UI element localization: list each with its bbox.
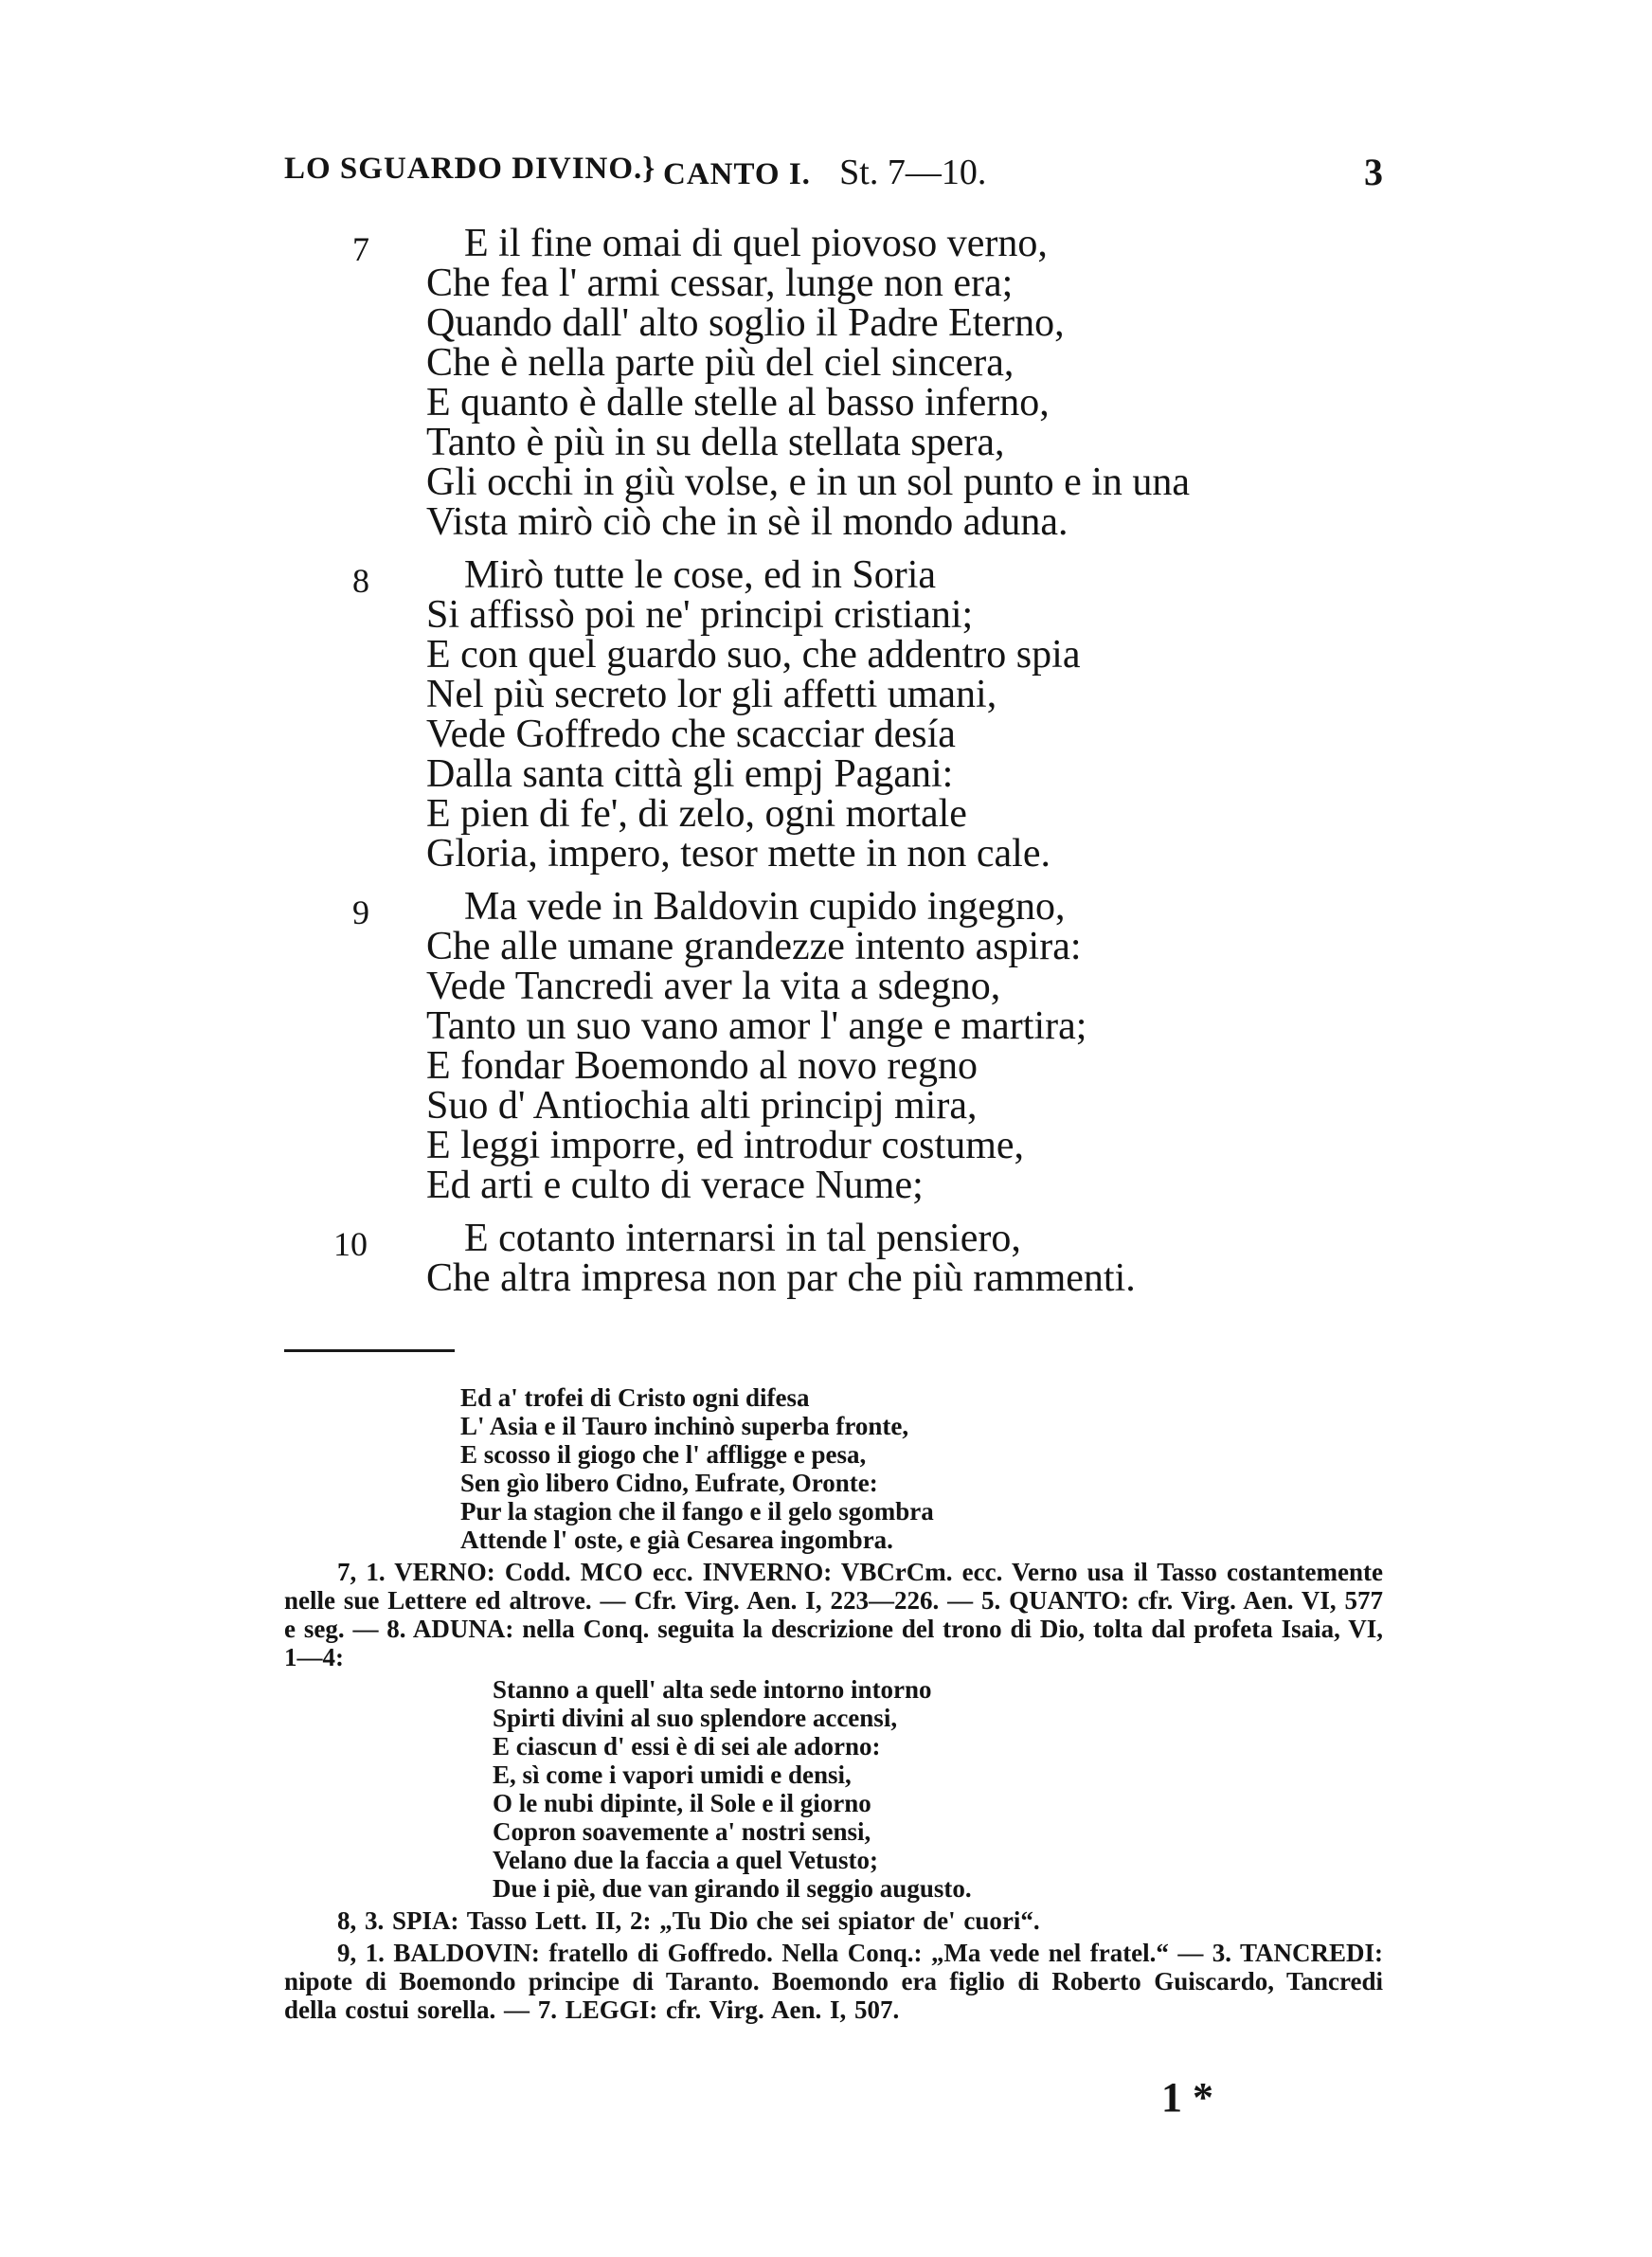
verse-line: Che fea l' armi cessar, lunge non era; — [426, 262, 1014, 305]
verse-line: Ed arti e culto di verace Nume; — [426, 1164, 924, 1207]
header-canto-info — [663, 152, 986, 193]
footnote-divider — [284, 1349, 455, 1352]
verse-line: E fondar Boemondo al novo regno — [426, 1044, 979, 1088]
quote-line: Stanno a quell' alta sede intorno intorno — [493, 1675, 932, 1704]
verse-line: Tanto è più in su della stellata spera, — [426, 421, 1005, 464]
stanza-number: 9 — [352, 894, 369, 931]
verse-line: Mirò tutte le cose, ed in Soria — [464, 553, 937, 597]
footnote-stanza-9: 9, 1. BALDOVIN: fratello di Goffredo. Nella Conq.: „Ma vede nel fratel.“ — 3. TANCREDI: nipote di Boemondo principe di Taranto. Boemondo era figlio di Roberto Guiscardo, Tancredi della costui sorella. — 7. LEGGI: cfr. Virg. Aen. I, 507. — [284, 1939, 1383, 2024]
stanza-8 — [352, 553, 1421, 876]
quote-line: Pur la stagion che il fango e il gelo sgombra — [460, 1497, 934, 1526]
stanza-7 — [352, 222, 1421, 544]
quote-line: Sen gìo libero Cidno, Eufrate, Oronte: — [460, 1469, 878, 1497]
header-stanza-range: St. 7—10. — [839, 153, 987, 192]
footnote-stanza-8: 8, 3. SPIA: Tasso Lett. II, 2: „Tu Dio che sei spiator de' cuori“. — [337, 1906, 1040, 1935]
verse-line: Vede Goffredo che scacciar desía — [426, 713, 956, 756]
quote-line: Attende l' oste, e già Cesarea ingombra. — [460, 1526, 893, 1554]
signature-mark: 1 * — [1161, 2074, 1213, 2121]
verse-line: E il fine omai di quel piovoso verno, — [464, 222, 1048, 265]
verse-line: Nel più secreto lor gli affetti umani, — [426, 673, 997, 716]
verse-line: Tanto un suo vano amor l' ange e martira; — [426, 1004, 1087, 1048]
page-number: 3 — [1364, 151, 1383, 193]
header-canto: CANTO I. — [663, 157, 811, 191]
footnote-stanza-7: 7, 1. VERNO: Codd. MCO ecc. INVERNO: VBCrCm. ecc. Verno usa il Tasso costantemente nelle sue Lettere ed altrove. — Cfr. Virg. Aen. I, 223—226. — 5. QUANTO: cfr. Virg. Aen. VI, 577 e seg. — 8. ADUNA: nella Conq. seguita la descrizione del trono di Dio, tolta dal profeta Isaia, VI, 1—4: — [284, 1558, 1383, 1671]
stanza-10 — [333, 1217, 1421, 1300]
quote-line: Copron soavemente a' nostri sensi, — [493, 1817, 871, 1846]
verse-line: Vede Tancredi aver la vita a sdegno, — [426, 965, 1001, 1008]
quote-line: Ed a' trofei di Cristo ogni difesa — [460, 1383, 810, 1412]
quote-line: L' Asia e il Tauro inchinò superba fronte, — [460, 1412, 909, 1440]
verse-line: Vista mirò ciò che in sè il mondo aduna. — [426, 500, 1068, 544]
verse-line: Ma vede in Baldovin cupido ingegno, — [464, 885, 1066, 929]
quote-line: Spirti divini al suo splendore accensi, — [493, 1704, 898, 1732]
header-title: LO SGUARDO DIVINO.} — [284, 152, 656, 186]
verse-line: E leggi imporre, ed introdur costume, — [426, 1124, 1025, 1167]
verse-line: E quanto è dalle stelle al basso inferno, — [426, 381, 1050, 424]
verse-line: Che è nella parte più del ciel sincera, — [426, 341, 1015, 385]
footnotes — [284, 1383, 1383, 2028]
verse-line: Quando dall' alto soglio il Padre Eterno, — [426, 301, 1065, 345]
quote-line: E ciascun d' essi è di sei ale adorno: — [493, 1732, 881, 1760]
verse-line: Gli occhi in giù volse, e in un sol punto e in una — [426, 460, 1191, 504]
verse-line: E con quel guardo suo, che addentro spia — [426, 633, 1081, 677]
quote-line: O le nubi dipinte, il Sole e il giorno — [493, 1789, 871, 1817]
verse-line: Che alle umane grandezze intento aspira: — [426, 925, 1082, 968]
poem-body — [333, 222, 1421, 1311]
verse-line: E pien di fe', di zelo, ogni mortale — [426, 792, 967, 836]
verse-line: Suo d' Antiochia alti principj mira, — [426, 1084, 978, 1128]
stanza-number: 10 — [333, 1225, 368, 1263]
verse-line: Gloria, impero, tesor mette in non cale. — [426, 832, 1050, 876]
quote-line: Due i piè, due van girando il seggio augusto. — [493, 1874, 972, 1903]
verse-line: Si affissò poi ne' principi cristiani; — [426, 593, 974, 637]
verse-line: Che altra impresa non par che più rammenti. — [426, 1256, 1136, 1300]
quote-line: E, sì come i vapori umidi e densi, — [493, 1760, 852, 1789]
footnote-quote-isaia — [284, 1675, 1383, 1903]
footnote-quote-continuation — [284, 1383, 1383, 1554]
stanza-number: 7 — [352, 230, 369, 268]
verse-line: E cotanto internarsi in tal pensiero, — [464, 1217, 1021, 1260]
quote-line: E scosso il giogo che l' affligge e pesa, — [460, 1440, 867, 1469]
stanza-9 — [352, 885, 1421, 1207]
stanza-number: 8 — [352, 562, 369, 600]
quote-line: Velano due la faccia a quel Vetusto; — [493, 1846, 879, 1874]
verse-line: Dalla santa città gli empj Pagani: — [426, 752, 954, 796]
running-header — [284, 152, 1383, 199]
